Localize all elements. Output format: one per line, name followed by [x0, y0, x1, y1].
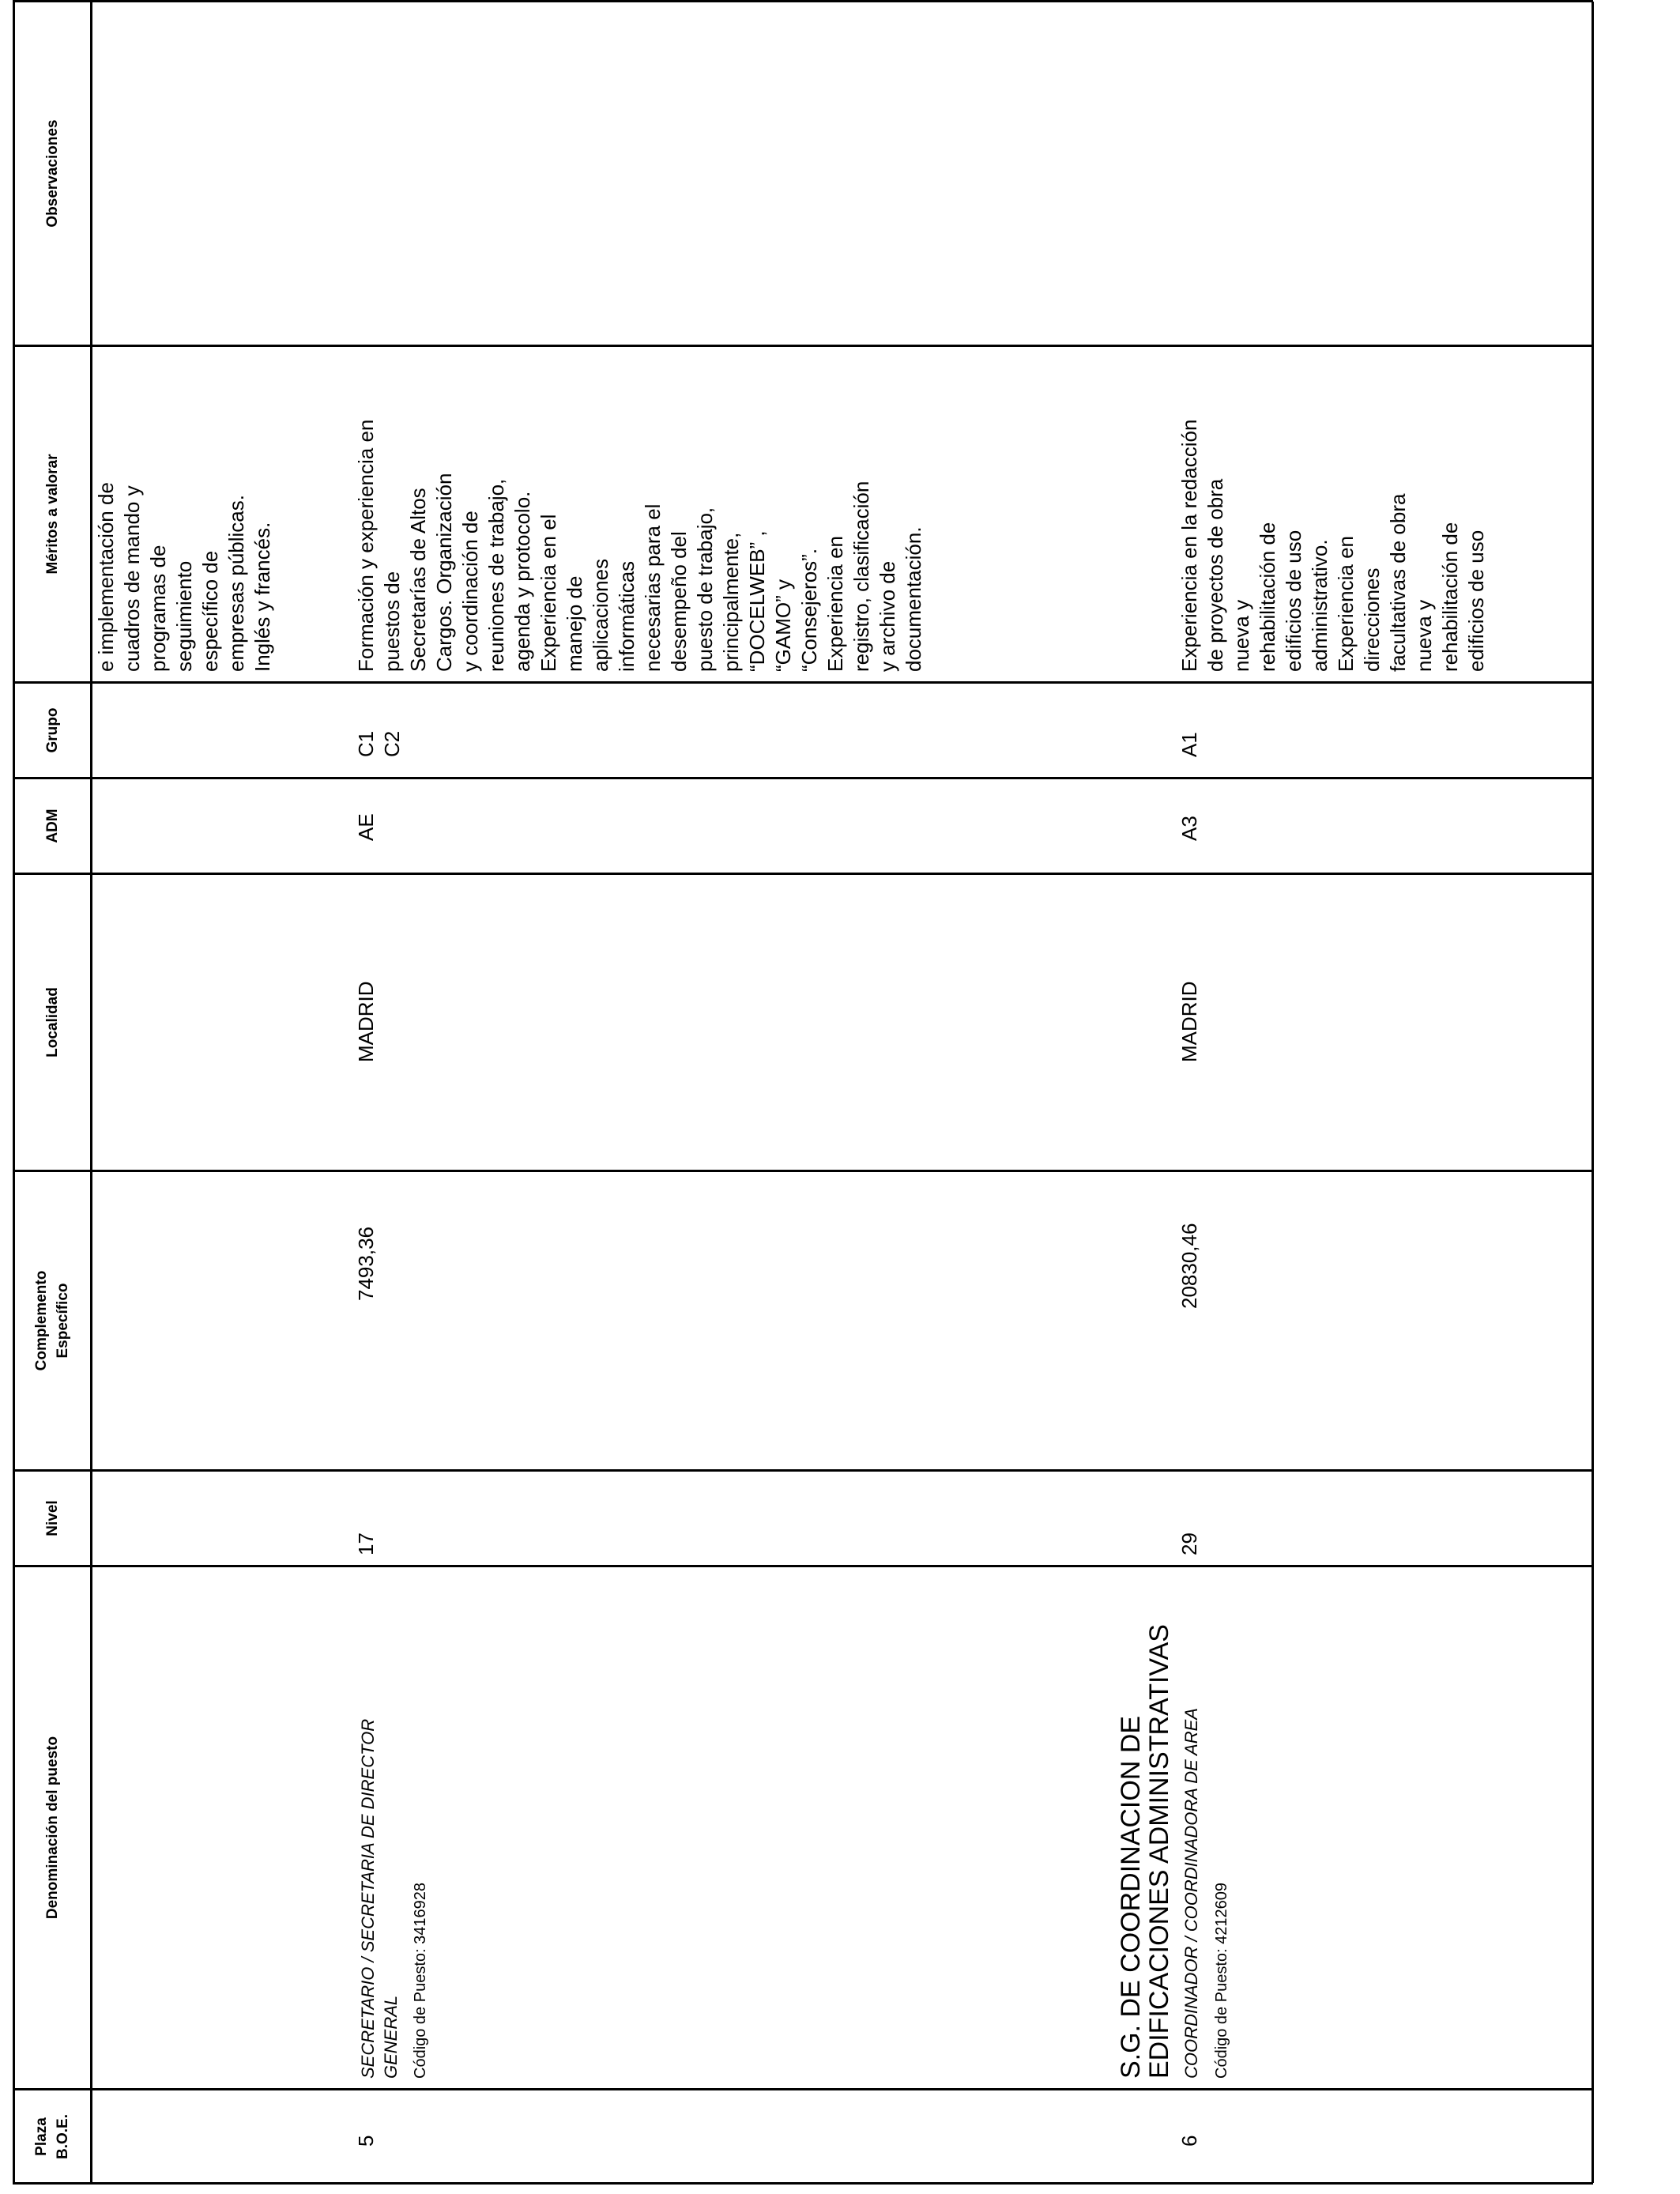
row5-complemento: 7493,36: [354, 1227, 378, 1301]
row5-plaza: 5: [354, 2135, 378, 2147]
header-denominacion: Denominación del puesto: [43, 1736, 61, 1920]
header-grupo: Grupo: [43, 707, 61, 753]
col-border-left: [13, 2182, 1593, 2185]
meritos-continuation: e implementación de cuadros de mando y programas de seguimiento específico de empresas públicas. Inglés y francés.: [94, 482, 274, 672]
row6-unidad-cont: EDIFICACIONES ADMINISTRATIVAS: [1144, 1624, 1174, 2079]
col-border-plaza: [13, 2088, 1593, 2090]
row6-localidad: MADRID: [1177, 981, 1201, 1062]
col-border-complemento: [13, 1170, 1593, 1172]
row5-adm: AE: [354, 813, 378, 841]
header-nivel: Nivel: [43, 1500, 61, 1536]
row6-nivel: 29: [1177, 1532, 1201, 1555]
row6-meritos: Experiencia en la redacción de proyectos de obra nueva y rehabilitación de edificios de uso administrativo. Experiencia en direcciones facultativas de obra nueva y rehabilitación de edificios de uso: [1177, 419, 1488, 672]
header-bottom-border: [90, 2, 92, 2183]
row5-localidad: MADRID: [354, 981, 378, 1062]
col-border-meritos: [13, 345, 1593, 347]
row5-meritos: Formación y experiencia en puestos de Secretarías de Altos Cargos. Organización y coordinación de reuniones de trabajo, agenda y protocolo. Experiencia en el manejo de aplicaciones informáticas necesarias para el desempeño del puesto de trabajo, principalmente, “DOCELWEB” , “GAMO” y “Consejeros”. Experiencia en registro, clasificación y archivo de documentación.: [354, 419, 925, 672]
row6-codigo: Código de Puesto: 4212609: [1213, 1883, 1230, 2079]
col-border-nivel: [13, 1469, 1593, 1472]
row5-codigo: Código de Puesto: 3416928: [412, 1883, 429, 2079]
table-bottom-border: [1591, 2, 1594, 2183]
row6-plaza: 6: [1177, 2135, 1201, 2147]
row6-unidad: S.G. DE COORDINACION DE: [1116, 1715, 1146, 2079]
header-localidad: Localidad: [43, 987, 61, 1057]
col-border-localidad: [13, 873, 1593, 875]
row6-puesto: COORDINADOR / COORDINADORA DE AREA: [1181, 1708, 1201, 2079]
col-border-denominacion: [13, 1565, 1593, 1567]
header-observaciones: Observaciones: [43, 119, 61, 228]
row5-puesto: SECRETARIO / SECRETARIA DE DIRECTOR: [358, 1718, 378, 2079]
col-border-right: [13, 0, 1593, 2]
header-plaza: Plaza B.O.E.: [33, 2114, 71, 2160]
row6-grupo: A1: [1177, 732, 1201, 757]
row5-puesto-cont: GENERAL: [381, 1995, 401, 2079]
col-border-adm: [13, 777, 1593, 779]
row5-grupo: C1 C2: [354, 730, 404, 757]
col-border-grupo: [13, 681, 1593, 684]
row5-nivel: 17: [354, 1532, 378, 1555]
header-complemento: Complemento Específico: [33, 1270, 71, 1371]
header-adm: ADM: [43, 809, 61, 843]
row6-complemento: 20830,46: [1177, 1223, 1201, 1309]
header-meritos: Méritos a valorar: [43, 454, 61, 575]
row6-adm: A3: [1177, 816, 1201, 841]
